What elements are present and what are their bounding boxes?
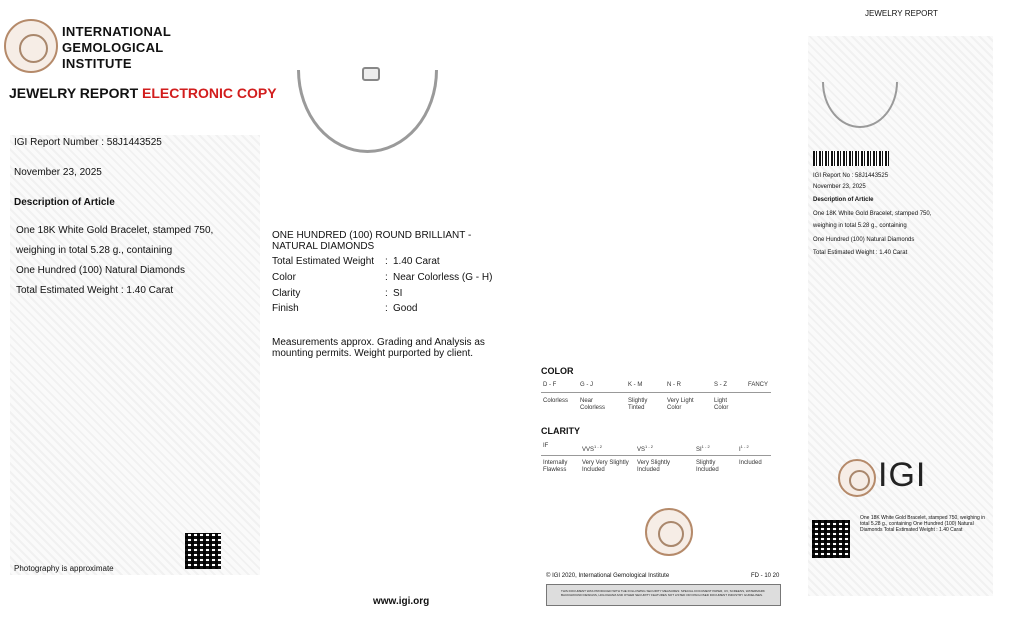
report-title: JEWELRY REPORT [9, 85, 139, 101]
measurement-note: Measurements approx. Grading and Analysis as mounting permits. Weight purported by client. [272, 337, 485, 359]
clarity-grade: VS$^{1 - 2}$ [637, 444, 654, 453]
clarity-grade: SI$^{1 - 2}$ [696, 444, 710, 453]
grade-label: Color [272, 272, 296, 283]
copyright: © IGI 2020, International Gemological Institute [546, 573, 670, 579]
right-description-line: weighing in total 5.28 g., containing [813, 223, 907, 229]
clarity-scale-title: CLARITY [541, 426, 580, 436]
color-grade: D - F [543, 382, 557, 388]
clarity-grade-sup: 1 - 2 [740, 444, 749, 449]
clarity-grade: $I^{1 - 2}$ [739, 444, 749, 453]
clarity-grade: IF [543, 443, 549, 449]
security-strip [546, 584, 781, 606]
clarity-description: Internally Flawless [543, 460, 568, 473]
color-grade: S - Z [714, 382, 727, 388]
igi-seal-watermark [645, 508, 693, 556]
color-description: Very Light Color [667, 398, 694, 411]
right-description-heading: Description of Article [813, 197, 874, 203]
igi-logo-text: IGI [878, 456, 927, 494]
right-description-line: One Hundred (100) Natural Diamonds [813, 237, 915, 243]
stone-title: ONE HUNDRED (100) ROUND BRILLIANT - NATURAL DIAMONDS [272, 230, 472, 252]
grade-label: Clarity [272, 288, 301, 299]
right-igi-seal [838, 459, 876, 497]
igi-seal-logo [4, 19, 58, 73]
right-stub-text: One 18K White Gold Bracelet, stamped 750, weighing in total 5.28 g., containing One Hundred (100) Natural Diamonds Total Estimated Weight : 1.40 Carat [860, 515, 986, 533]
website: www.igi.org [373, 596, 430, 607]
color-grade: G - J [580, 382, 593, 388]
description-line: One Hundred (100) Natural Diamonds [16, 265, 185, 276]
color-grade: N - R [667, 382, 681, 388]
right-date: November 23, 2025 [813, 184, 866, 190]
bracelet-photo [297, 70, 438, 153]
color-description: Light Color [714, 398, 729, 411]
color-description: Near Colorless [580, 398, 606, 411]
right-description-line: Total Estimated Weight : 1.40 Carat [813, 250, 908, 256]
right-report-number: IGI Report No : 58J1443525 [813, 173, 889, 179]
clarity-grade: VVS$^{1 - 2}$ [582, 444, 603, 453]
description-line: weighing in total 5.28 g., containing [16, 245, 173, 256]
description-line: Total Estimated Weight : 1.40 Carat [16, 285, 174, 296]
grade-separator: : [385, 256, 388, 267]
grade-separator: : [385, 272, 388, 283]
grade-value: Near Colorless (G - H) [393, 272, 493, 283]
right-description-line: One 18K White Gold Bracelet, stamped 750, [813, 211, 932, 217]
color-description: Slightly Tinted [628, 398, 648, 411]
clarity-description: Very Very Slightly Included [582, 460, 629, 473]
description-line: One 18K White Gold Bracelet, stamped 750, [16, 225, 214, 236]
clarity-description: Included [739, 460, 762, 466]
form-code: FD - 10 20 [751, 573, 780, 579]
color-grade: K - M [628, 382, 643, 388]
grade-value: Good [393, 303, 418, 314]
clarity-description: Slightly Included [696, 460, 719, 473]
grade-separator: : [385, 288, 388, 299]
grade-label: Total Estimated Weight [272, 256, 375, 267]
barcode [813, 151, 889, 166]
right-security-panel [808, 36, 993, 596]
report-date: November 23, 2025 [14, 167, 102, 178]
color-scale-title: COLOR [541, 366, 574, 376]
electronic-copy-label: ELECTRONIC COPY [142, 85, 277, 101]
qr-code [185, 533, 221, 569]
grade-label: Finish [272, 303, 299, 314]
report-number: IGI Report Number : 58J1443525 [14, 137, 162, 148]
photo-note: Photography is approximate [14, 564, 114, 573]
color-scale-rule [541, 392, 771, 393]
right-qr-code [812, 520, 850, 558]
grade-value: SI [393, 288, 403, 299]
grade-value: 1.40 Carat [393, 256, 440, 267]
clarity-grade-sup: 1 - 2 [594, 444, 603, 449]
description-heading: Description of Article [14, 197, 115, 208]
clarity-grade-sup: 1 - 2 [645, 444, 654, 449]
clarity-scale-rule [541, 455, 771, 456]
color-grade: FANCY [748, 382, 769, 388]
grade-separator: : [385, 303, 388, 314]
clarity-description: Very Slightly Included [637, 460, 671, 473]
right-report-title: JEWELRY REPORT [865, 9, 938, 18]
clarity-grade-sup: 1 - 2 [701, 444, 710, 449]
security-note: THIS DOCUMENT WAS PRODUCED WITH THE FOLLOWING SECURITY MEASURES: SPECIAL DOCUMENT PAPER, UV, SCREENS, WATERMARK BACKGROUND DESIGNS, HOLOGRAM AND OTHER SECURITY FEATURES NOT LISTED OR DISCLOSED DOCUMENT INDUSTRY GUIDELINES. [561, 589, 765, 597]
color-description: Colorless [543, 398, 569, 404]
bracelet-clasp [362, 67, 380, 81]
institute-name: INTERNATIONAL GEMOLOGICAL INSTITUTE [62, 24, 172, 71]
